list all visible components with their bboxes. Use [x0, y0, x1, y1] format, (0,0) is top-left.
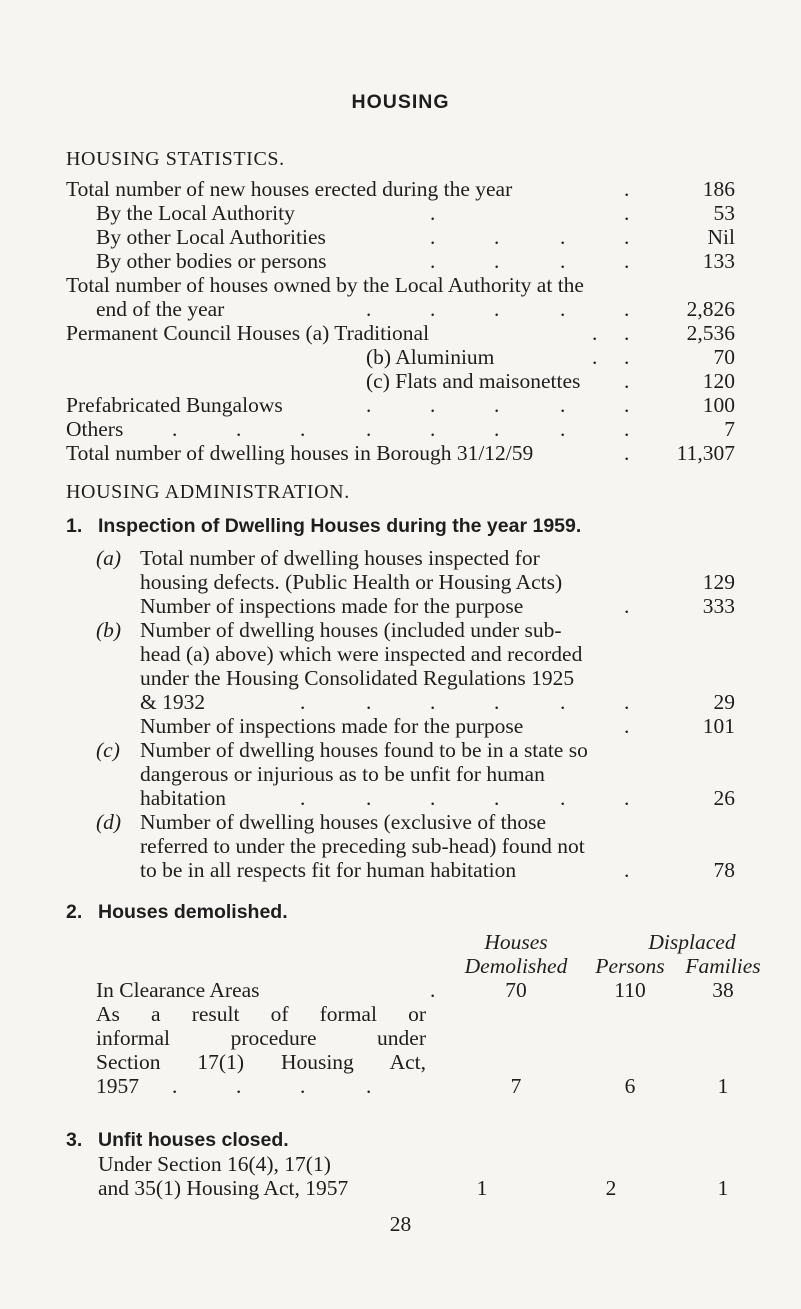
persons-value: 110 [614, 978, 646, 1002]
row-label: As a result of formal or [96, 1002, 426, 1026]
column-header-row-2 [0, 954, 801, 978]
item-d-line [0, 858, 801, 882]
persons-value: 2 [605, 1176, 617, 1200]
item-text: housing defects. (Public Health or Housing Acts) [140, 570, 563, 594]
stat-value: 70 [713, 345, 735, 369]
leader-dot: . [592, 345, 598, 369]
stat-value: 2,826 [686, 297, 735, 321]
row-label: Under Section 16(4), 17(1) [98, 1152, 331, 1176]
leader-dot: . [624, 417, 630, 441]
row-label: and 35(1) Housing Act, 1957 [98, 1176, 349, 1200]
stat-label: Total number of houses owned by the Local Authority at the [66, 273, 584, 297]
stat-row [0, 441, 801, 465]
leader-dot: . [172, 417, 178, 441]
col-displaced-header: Displaced [648, 930, 736, 954]
leader-dot: . [560, 297, 566, 321]
leader-dot: . [430, 249, 436, 273]
stat-label: By the Local Authority [96, 201, 295, 225]
leader-dot: . [430, 786, 436, 810]
stat-row [0, 321, 801, 345]
row-label: Section 17(1) Housing Act, [96, 1050, 426, 1074]
leader-dot: . [430, 978, 436, 1002]
leader-dot: . [494, 690, 500, 714]
stat-row [0, 225, 801, 249]
item-sub-value: 333 [702, 594, 735, 618]
stat-row [0, 345, 801, 369]
stat-value: 53 [713, 201, 735, 225]
stat-value: 133 [702, 249, 735, 273]
stat-label: Permanent Council Houses (a) Traditional [66, 321, 430, 345]
item-text: under the Housing Consolidated Regulations 1925 [140, 666, 575, 690]
stat-label: Total number of new houses erected during the year [66, 177, 513, 201]
stat-row [0, 417, 801, 441]
stat-label: end of the year [96, 297, 225, 321]
families-value: 1 [717, 1074, 729, 1098]
item-text: & 1932 [140, 690, 206, 714]
leader-dot: . [624, 177, 630, 201]
leader-dot: . [560, 393, 566, 417]
section-number: 1. [66, 515, 83, 537]
item-a-sub [0, 594, 801, 618]
item-a-line [0, 570, 801, 594]
section-title: Inspection of Dwelling Houses during the year 1959. [98, 515, 582, 537]
item-text: Number of dwelling houses (exclusive of those [140, 810, 547, 834]
leader-dot: . [300, 1074, 306, 1098]
stat-label: By other bodies or persons [96, 249, 327, 273]
leader-dot: . [494, 297, 500, 321]
statistics-heading: HOUSING STATISTICS. [66, 148, 285, 170]
stat-row [0, 369, 801, 393]
item-text: head (a) above) which were inspected and recorded [140, 642, 583, 666]
leader-dot: . [624, 393, 630, 417]
page-title: HOUSING [351, 91, 450, 113]
col-houses-header: Houses [484, 930, 548, 954]
item-value: 26 [713, 786, 735, 810]
stat-value: 186 [702, 177, 735, 201]
section-1-header [66, 514, 706, 538]
stat-label: Total number of dwelling houses in Borough 31/12/59 [66, 441, 534, 465]
item-value: 29 [713, 690, 735, 714]
stat-row [0, 297, 801, 321]
leader-dot: . [624, 594, 630, 618]
administration-heading: HOUSING ADMINISTRATION. [66, 481, 350, 503]
leader-dot: . [624, 786, 630, 810]
stat-row [0, 177, 801, 201]
leader-dot: . [300, 417, 306, 441]
leader-dot: . [624, 201, 630, 225]
section-number: 2. [66, 901, 83, 923]
leader-dot: . [494, 417, 500, 441]
demolished-row-cont [0, 1050, 801, 1074]
item-text: Number of dwelling houses found to be in a state so [140, 738, 588, 762]
column-header-row-1 [0, 930, 801, 954]
leader-dot: . [494, 786, 500, 810]
item-c-line [0, 762, 801, 786]
leader-dot: . [624, 369, 630, 393]
leader-dot: . [430, 690, 436, 714]
stat-value: Nil [707, 225, 735, 249]
item-b-line [0, 666, 801, 690]
leader-dot: . [560, 786, 566, 810]
leader-dot: . [430, 393, 436, 417]
section-number: 3. [66, 1129, 83, 1151]
col-persons-header: Persons [595, 954, 665, 978]
leader-dot: . [366, 786, 372, 810]
closed-row [0, 1152, 801, 1176]
stat-value: 100 [702, 393, 735, 417]
item-sub-label: Number of inspections made for the purpose [140, 714, 524, 738]
leader-dot: . [560, 690, 566, 714]
stat-row [0, 249, 801, 273]
leader-dot: . [236, 1074, 242, 1098]
section-3-header [66, 1128, 706, 1152]
leader-dot: . [624, 690, 630, 714]
item-text: Number of dwelling houses (included under sub- [140, 618, 562, 642]
families-value: 38 [712, 978, 734, 1002]
stat-label: Others [66, 417, 124, 441]
row-label: 1957 [96, 1074, 139, 1098]
section-title: Unfit houses closed. [98, 1129, 289, 1151]
persons-value: 6 [624, 1074, 636, 1098]
stat-label: By other Local Authorities [96, 225, 326, 249]
stat-value: 120 [702, 369, 735, 393]
item-letter: (a) [96, 546, 122, 570]
section-2-header [66, 900, 706, 924]
stat-label: (c) Flats and maisonettes [366, 369, 581, 393]
demolished-row-cont [0, 1074, 801, 1098]
item-letter: (b) [96, 618, 122, 642]
leader-dot: . [624, 714, 630, 738]
stat-label: (b) Aluminium [366, 345, 495, 369]
item-value: 129 [702, 570, 735, 594]
leader-dot: . [560, 417, 566, 441]
row-label: In Clearance Areas [96, 978, 260, 1002]
item-b-line [0, 690, 801, 714]
stat-value: 7 [724, 417, 735, 441]
page-number: 28 [389, 1212, 412, 1236]
leader-dot: . [366, 1074, 372, 1098]
row-label: informal procedure under [96, 1026, 426, 1050]
item-value: 78 [713, 858, 735, 882]
houses-value: 1 [476, 1176, 488, 1200]
leader-dot: . [560, 249, 566, 273]
col-demolished-header: Demolished [464, 954, 568, 978]
item-text: to be in all respects fit for human habitation [140, 858, 517, 882]
leader-dot: . [624, 441, 630, 465]
item-sub-value: 101 [702, 714, 735, 738]
houses-value: 70 [505, 978, 527, 1002]
item-b-sub [0, 714, 801, 738]
item-text: dangerous or injurious as to be unfit for human [140, 762, 545, 786]
item-c-line [0, 786, 801, 810]
item-text: referred to under the preceding sub-head) found not [140, 834, 585, 858]
leader-dot: . [300, 690, 306, 714]
item-d-line [0, 810, 801, 834]
leader-dot: . [366, 690, 372, 714]
houses-value: 7 [510, 1074, 522, 1098]
item-text: Total number of dwelling houses inspected for [140, 546, 540, 570]
leader-dot: . [624, 225, 630, 249]
leader-dot: . [624, 297, 630, 321]
leader-dot: . [624, 858, 630, 882]
item-b-line [0, 642, 801, 666]
leader-dot: . [366, 297, 372, 321]
stat-value: 2,536 [686, 321, 735, 345]
stat-row [0, 393, 801, 417]
stat-row [0, 273, 801, 297]
leader-dot: . [172, 1074, 178, 1098]
leader-dot: . [624, 321, 630, 345]
leader-dot: . [624, 345, 630, 369]
section-title: Houses demolished. [98, 901, 288, 923]
leader-dot: . [366, 393, 372, 417]
item-c-line [0, 738, 801, 762]
leader-dot: . [592, 321, 598, 345]
item-letter: (c) [96, 738, 120, 762]
leader-dot: . [494, 225, 500, 249]
item-letter: (d) [96, 810, 122, 834]
item-sub-label: Number of inspections made for the purpose [140, 594, 524, 618]
closed-row-cont [0, 1176, 801, 1200]
item-text: habitation [140, 786, 226, 810]
demolished-row-cont [0, 1026, 801, 1050]
item-b-line [0, 618, 801, 642]
leader-dot: . [560, 225, 566, 249]
leader-dot: . [236, 417, 242, 441]
stat-row [0, 201, 801, 225]
leader-dot: . [430, 417, 436, 441]
demolished-row [0, 978, 801, 1002]
item-d-line [0, 834, 801, 858]
families-value: 1 [717, 1176, 729, 1200]
leader-dot: . [624, 249, 630, 273]
leader-dot: . [366, 417, 372, 441]
leader-dot: . [300, 786, 306, 810]
leader-dot: . [430, 225, 436, 249]
leader-dot: . [430, 297, 436, 321]
stat-label: Prefabricated Bungalows [66, 393, 283, 417]
col-families-header: Families [685, 954, 761, 978]
item-a-line [0, 546, 801, 570]
leader-dot: . [494, 393, 500, 417]
demolished-row [0, 1002, 801, 1026]
stat-value: 11,307 [676, 441, 735, 465]
leader-dot: . [430, 201, 436, 225]
leader-dot: . [494, 249, 500, 273]
